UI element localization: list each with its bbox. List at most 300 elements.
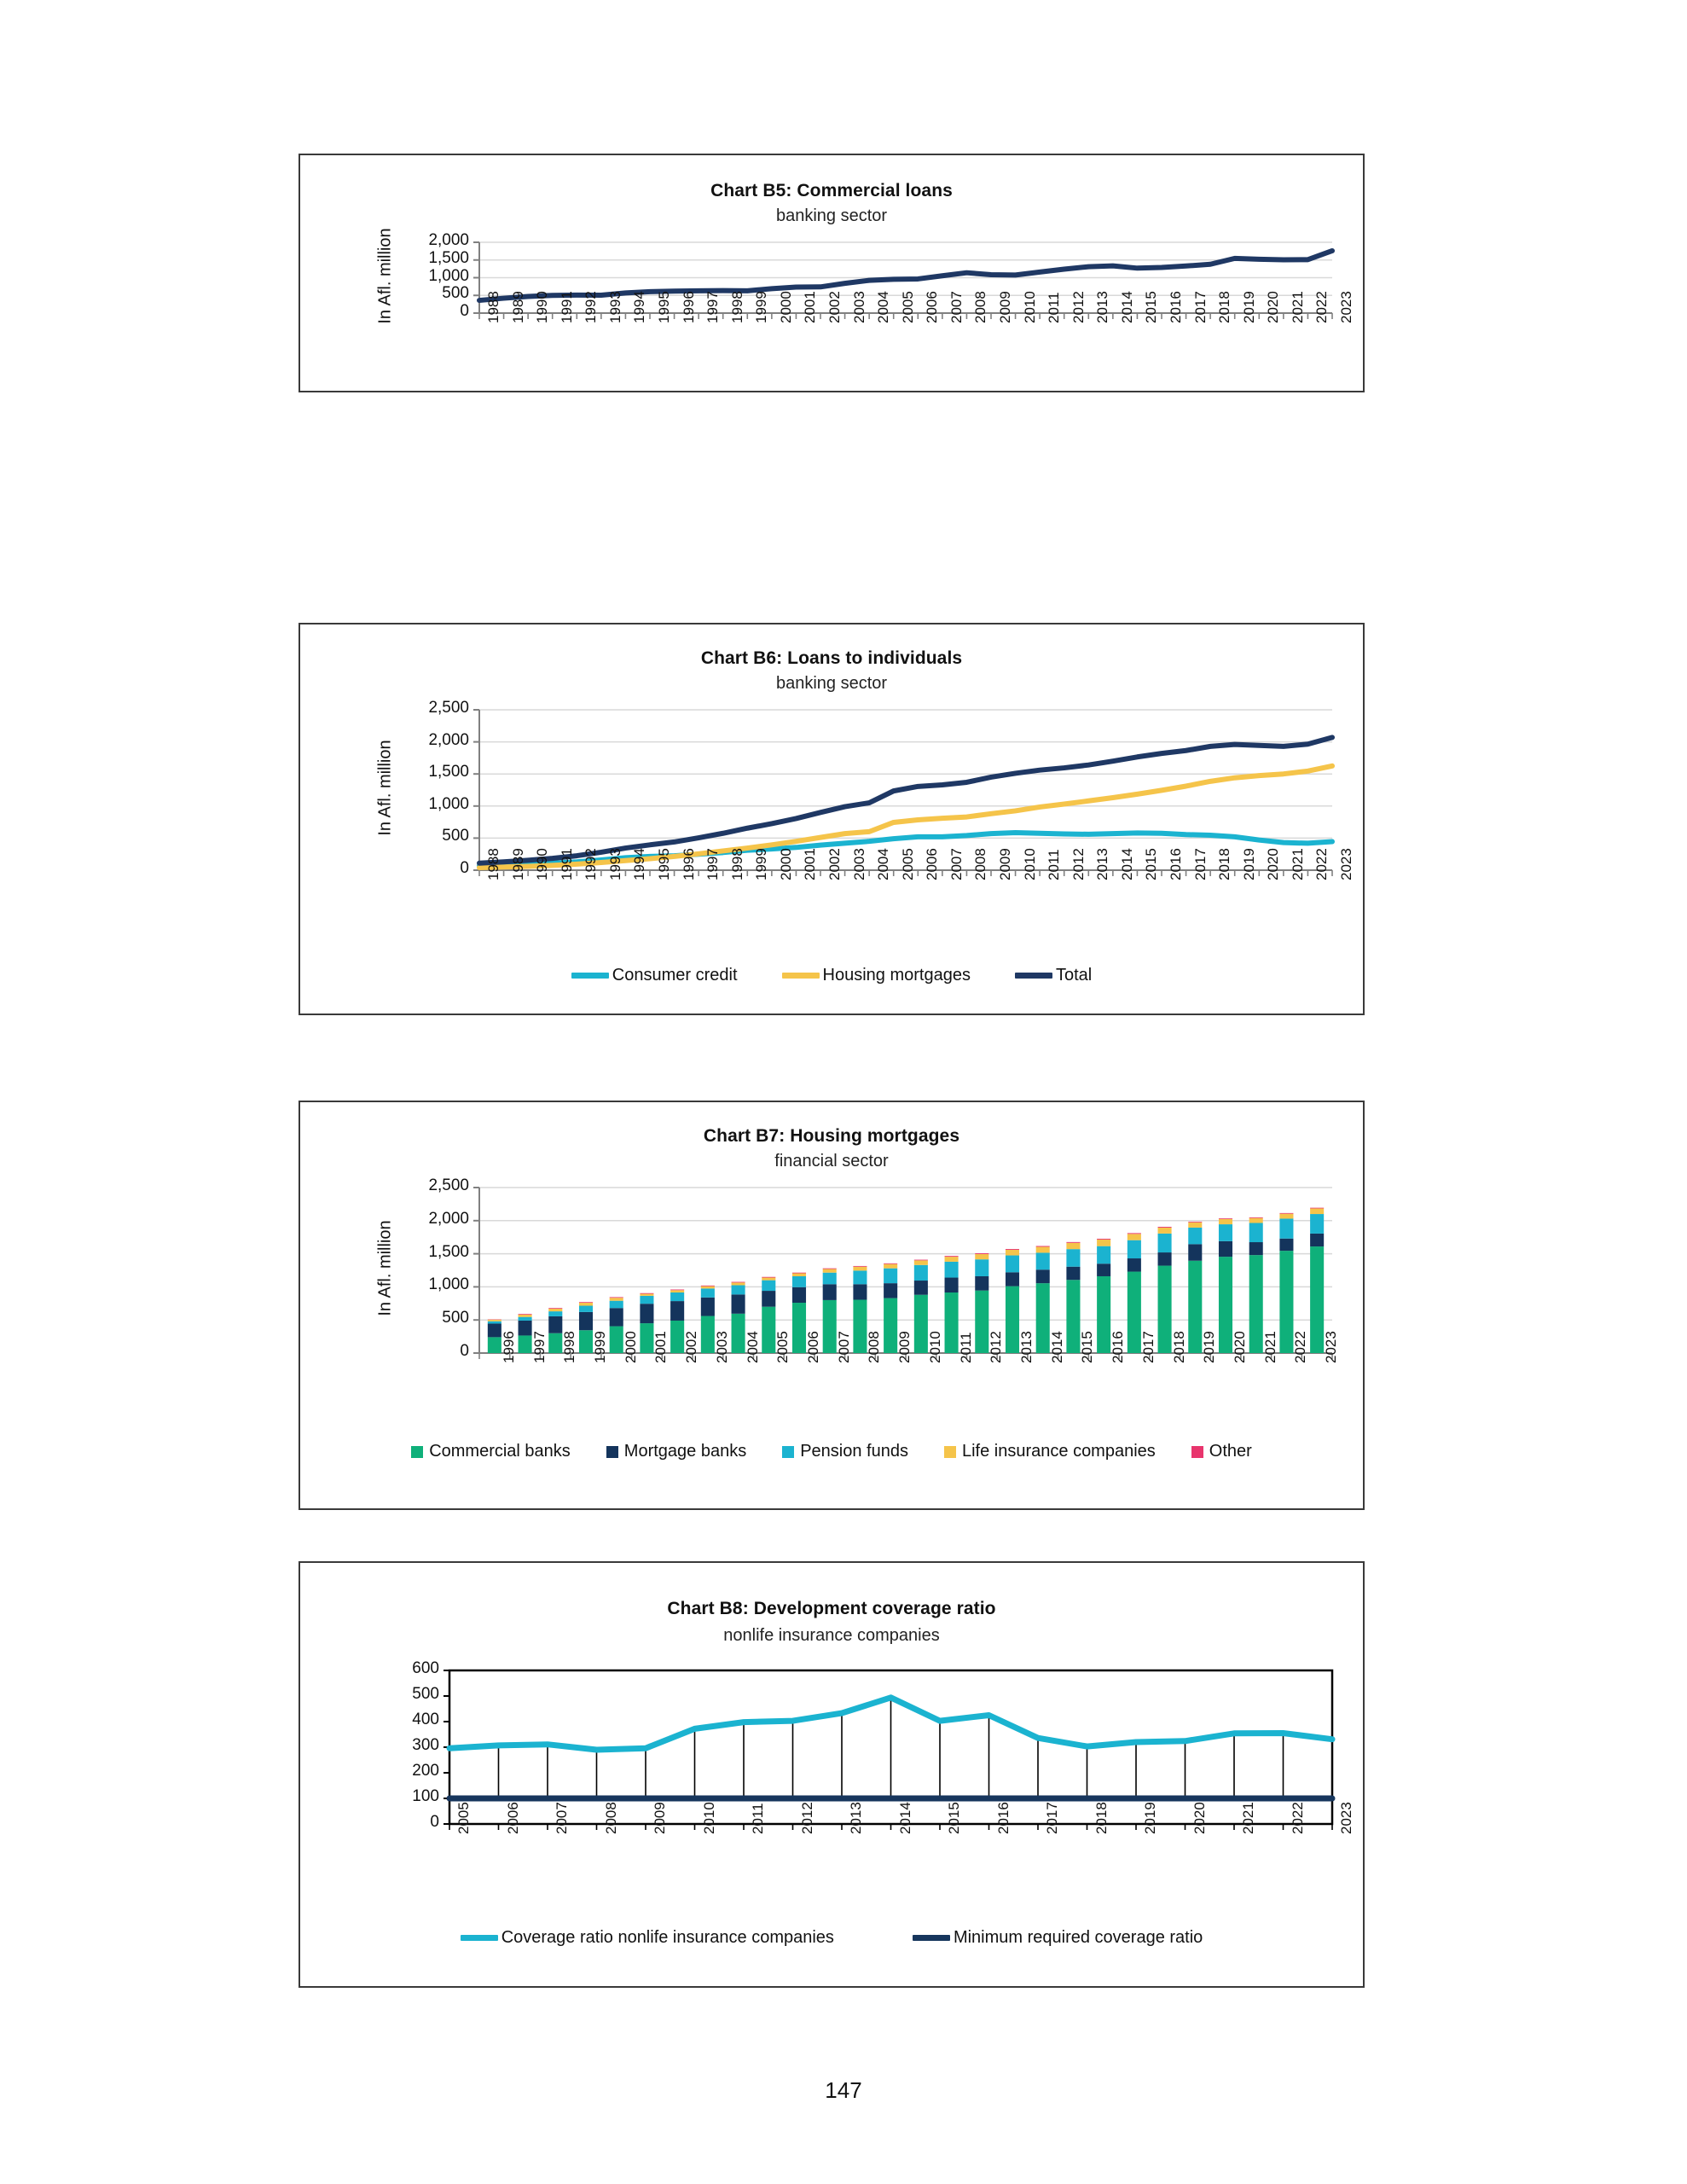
series-line [479,737,1332,863]
bar-segment [519,1315,532,1317]
legend-swatch-icon [944,1446,956,1458]
bar-segment [548,1316,562,1333]
x-axis-tick-label: 2023 [1323,1331,1340,1363]
x-axis-tick-label: 1997 [704,848,722,880]
bar-segment [1158,1227,1172,1228]
bar-segment [975,1259,988,1276]
bar-segment [1279,1218,1293,1238]
chart-b5-container [299,154,1365,392]
bar-segment [579,1330,593,1353]
bar-segment [762,1278,775,1281]
bar-segment [519,1314,532,1315]
bar-segment [488,1337,501,1353]
bar-segment [1310,1246,1324,1353]
bar-segment [519,1335,532,1353]
y-axis-tick-label: 1,000 [428,1275,469,1294]
bar-segment [732,1282,745,1283]
y-axis-tick-label: 1,000 [428,794,469,813]
x-axis-tick-label: 2010 [926,1331,943,1363]
x-axis-tick-label: 2019 [1240,848,1257,880]
x-axis-tick-label: 2022 [1289,1802,1306,1834]
bar-segment [1066,1267,1080,1281]
legend-item[interactable] [606,1442,746,1461]
x-axis-tick-label: 1996 [680,291,697,323]
bar-segment [701,1287,715,1289]
legend-item[interactable] [461,1928,834,1948]
bar-segment [640,1294,653,1296]
x-axis-tick-label: 2010 [700,1802,717,1834]
page-number: 147 [825,2077,862,2103]
legend-swatch-icon [913,1935,950,1941]
x-axis-tick-label: 2020 [1265,291,1282,323]
y-axis-title: In Afl. million [375,1220,395,1316]
bar-segment [579,1302,593,1303]
bar-segment [914,1260,928,1261]
x-axis-tick-label: 2016 [994,1802,1012,1834]
bar-segment [853,1270,867,1284]
bar-segment [1310,1208,1324,1214]
bar-segment [762,1291,775,1307]
bar-segment [792,1287,806,1303]
bar-segment [1219,1219,1232,1224]
x-axis-tick-label: 2022 [1313,291,1330,323]
bar-segment [1128,1258,1141,1272]
bar-segment [823,1269,837,1272]
bar-segment [610,1308,623,1326]
bar-segment [732,1294,745,1314]
chart-b7-container [299,1101,1365,1510]
bar-segment [1219,1218,1232,1219]
bar-segment [823,1273,837,1285]
x-axis-tick-label: 2006 [805,1331,821,1363]
y-axis-title: In Afl. million [375,227,395,324]
bar-segment [1310,1234,1324,1246]
bar-segment [610,1297,623,1298]
legend-swatch-icon [411,1446,423,1458]
x-axis-tick-label: 2021 [1261,1331,1278,1363]
y-axis-tick-label: 500 [442,284,469,303]
bar-segment [548,1311,562,1316]
y-axis-tick-label: 600 [412,1659,439,1677]
y-axis-tick-label: 2,500 [428,1176,469,1194]
x-axis-tick-label: 1988 [485,848,501,880]
bar-segment [1188,1244,1202,1260]
x-axis-tick-label: 2008 [972,848,989,880]
chart-b6-container [299,623,1365,1015]
bar-segment [488,1320,501,1321]
x-axis-tick-label: 2023 [1338,848,1354,880]
bar-segment [1128,1233,1141,1234]
legend-label: Commercial banks [429,1442,571,1461]
x-axis-tick-label: 2005 [899,291,916,323]
x-axis-tick-label: 2014 [1118,848,1135,880]
x-axis-tick-label: 1994 [631,848,648,880]
x-axis-tick-label: 2016 [1168,848,1184,880]
bar-segment [1279,1214,1293,1219]
y-axis-tick-label: 1,500 [428,248,469,267]
x-axis-tick-label: 2002 [826,848,843,880]
x-axis-tick-label: 2007 [948,291,965,323]
x-axis-tick-label: 1992 [583,848,600,880]
x-axis-tick-label: 1992 [583,291,600,323]
x-axis-tick-label: 2006 [504,1802,521,1834]
x-axis-tick-label: 2003 [713,1331,730,1363]
legend-label: Pension funds [800,1442,908,1461]
legend-item[interactable] [913,1928,1203,1948]
bar-segment [884,1283,897,1298]
bar-segment [1249,1255,1263,1353]
bar-segment [975,1253,988,1254]
bar-segment [548,1333,562,1353]
bar-segment [1097,1246,1110,1264]
x-axis-tick-label: 2007 [948,848,965,880]
chart-b6-subtitle: banking sector [775,674,888,693]
legend-item[interactable] [782,1442,908,1461]
x-axis-tick-label: 2017 [1191,848,1209,880]
chart-b5-title: Chart B5: Commercial loans [710,181,953,200]
y-axis-tick-label: 500 [412,1685,439,1703]
y-axis-tick-label: 200 [412,1762,439,1780]
legend-label: Other [1209,1442,1252,1461]
y-axis-tick-label: 0 [460,859,469,877]
x-axis-tick-label: 2007 [835,1331,852,1363]
x-axis-tick-label: 2008 [972,291,989,323]
bar-segment [610,1301,623,1309]
y-axis-tick-label: 400 [412,1711,439,1728]
x-axis-tick-label: 2012 [1070,848,1087,880]
y-axis-tick-label: 2,000 [428,1209,469,1228]
x-axis-tick-label: 2019 [1201,1331,1218,1363]
bar-segment [1006,1287,1019,1353]
bar-segment [792,1273,806,1274]
x-axis-tick-label: 1989 [509,848,526,880]
y-axis-tick-label: 0 [460,1342,469,1360]
plot-b8-svg [300,1658,1366,1906]
legend-swatch-icon [606,1446,618,1458]
bar-segment [1036,1252,1050,1269]
x-axis-tick-label: 2020 [1265,848,1282,880]
x-axis-tick-label: 1990 [534,848,551,880]
x-axis-tick-label: 2002 [683,1331,700,1363]
x-axis-tick-label: 2015 [1143,291,1160,323]
y-axis-tick-label: 1,500 [428,1242,469,1261]
x-axis-tick-label: 2012 [1070,291,1087,323]
bar-segment [1249,1217,1263,1218]
bar-segment [975,1276,988,1291]
bar-segment [488,1323,501,1337]
bar-segment [945,1278,959,1292]
x-axis-tick-label: 2021 [1289,291,1306,323]
x-axis-tick-label: 2012 [798,1802,815,1834]
y-axis-tick-label: 500 [442,827,469,845]
bar-segment [914,1260,928,1264]
legend-item[interactable] [571,966,738,985]
x-axis-tick-label: 2008 [866,1331,883,1363]
x-axis-tick-label: 1991 [558,291,575,323]
bar-segment [732,1285,745,1294]
bar-segment [762,1281,775,1291]
y-axis-tick-label: 0 [460,302,469,320]
bar-segment [853,1284,867,1299]
bar-segment [1036,1246,1050,1252]
bar-segment [1036,1246,1050,1247]
x-axis-tick-label: 2000 [622,1331,639,1363]
x-axis-tick-label: 2004 [744,1331,761,1363]
x-axis-tick-label: 2006 [924,848,941,880]
x-axis-tick-label: 2006 [924,291,941,323]
bar-segment [701,1288,715,1297]
x-axis-tick-label: 1995 [656,848,672,880]
bar-segment [945,1256,959,1257]
x-axis-tick-label: 2011 [1046,849,1063,880]
chart-b8-container [299,1561,1365,1988]
legend-swatch-icon [571,973,609,979]
bar-segment [1310,1208,1324,1209]
legend-label: Total [1055,966,1093,985]
bar-segment [1036,1269,1050,1283]
bar-segment [1006,1250,1019,1256]
x-axis-tick-label: 1988 [485,291,501,323]
bar-segment [1219,1224,1232,1241]
legend-label: Housing mortgages [822,966,971,985]
bar-segment [1249,1223,1263,1243]
x-axis-tick-label: 2012 [988,1331,1005,1363]
x-axis-tick-label: 2005 [774,1331,791,1363]
x-axis-tick-label: 2019 [1240,291,1257,323]
x-axis-tick-label: 2011 [1046,292,1063,323]
x-axis-tick-label: 2011 [957,1332,974,1363]
bar-segment [884,1269,897,1283]
legend-swatch-icon [782,973,820,979]
y-axis-tick-label: 0 [430,1813,439,1831]
bar-segment [610,1327,623,1353]
bar-segment [1128,1240,1141,1258]
bar-segment [792,1273,806,1275]
x-axis-tick-label: 2013 [1094,291,1111,323]
x-axis-tick-label: 2009 [652,1802,668,1834]
y-axis-tick-label: 2,000 [428,231,469,249]
x-axis-tick-label: 2017 [1191,291,1209,323]
chart-b6-legend [300,966,1363,985]
chart-b8-legend [300,1928,1363,1948]
x-axis-tick-label: 2000 [777,291,794,323]
x-axis-tick-label: 2018 [1216,848,1233,880]
y-axis-tick-label: 1,000 [428,266,469,285]
x-axis-tick-label: 1997 [704,291,722,323]
bar-segment [792,1276,806,1287]
x-axis-tick-label: 2000 [777,848,794,880]
x-axis-tick-label: 1989 [509,291,526,323]
chart-b7-plot [300,1176,1366,1432]
x-axis-tick-label: 2013 [1018,1331,1035,1363]
x-axis-tick-label: 1993 [606,848,623,880]
x-axis-tick-label: 2016 [1110,1331,1127,1363]
bar-segment [1097,1240,1110,1246]
bar-segment [519,1317,532,1321]
y-axis-tick-label: 2,000 [428,730,469,749]
y-axis-tick-label: 100 [412,1787,439,1805]
bar-segment [1219,1241,1232,1257]
x-axis-tick-label: 2009 [997,291,1013,323]
x-axis-tick-label: 1998 [728,848,745,880]
x-axis-tick-label: 2016 [1168,291,1184,323]
bar-segment [762,1307,775,1353]
x-axis-tick-label: 1995 [656,291,672,323]
bar-segment [640,1304,653,1323]
legend-label: Mortgage banks [623,1442,747,1461]
bar-segment [640,1293,653,1294]
x-axis-tick-label: 2005 [455,1802,472,1834]
x-axis-tick-label: 1990 [534,291,551,323]
bar-segment [701,1316,715,1353]
bar-segment [823,1284,837,1300]
x-axis-tick-label: 1996 [680,848,697,880]
chart-b7-legend [300,1442,1363,1461]
x-axis-tick-label: 1999 [592,1331,608,1363]
bar-segment [884,1264,897,1269]
x-axis-tick-label: 2018 [1216,291,1233,323]
x-axis-tick-label: 2018 [1093,1802,1110,1834]
legend-item[interactable] [411,1442,571,1461]
bar-segment [1036,1283,1050,1353]
bar-segment [1249,1242,1263,1255]
bar-segment [914,1281,928,1295]
chart-b5-subtitle: banking sector [775,206,888,225]
bar-segment [579,1303,593,1305]
legend-label: Life insurance companies [961,1442,1156,1461]
x-axis-tick-label: 2013 [1094,848,1111,880]
chart-b7-subtitle: financial sector [774,1152,889,1170]
x-axis-tick-label: 2015 [1143,848,1160,880]
bar-segment [975,1291,988,1353]
x-axis-tick-label: 2005 [899,848,916,880]
bar-segment [884,1298,897,1353]
x-axis-tick-label: 1993 [606,291,623,323]
x-axis-tick-label: 2022 [1313,848,1330,880]
legend-label: Minimum required coverage ratio [953,1928,1203,1947]
bar-segment [1279,1213,1293,1214]
x-axis-tick-label: 2010 [1021,291,1038,323]
bar-segment [1310,1214,1324,1234]
bar-segment [1158,1234,1172,1252]
bar-segment [640,1296,653,1304]
bar-segment [1249,1218,1263,1223]
legend-swatch-icon [461,1935,498,1941]
y-axis-tick-label: 1,500 [428,763,469,781]
legend-item[interactable] [1191,1442,1252,1461]
bar-segment [1188,1228,1202,1244]
bar-segment [519,1321,532,1335]
x-axis-tick-label: 2015 [946,1802,962,1834]
chart-b6-title: Chart B6: Loans to individuals [700,648,963,668]
bar-segment [914,1295,928,1353]
chart-b8-plot [300,1658,1366,1906]
bar-segment [1128,1272,1141,1353]
bar-segment [1097,1239,1110,1240]
y-axis-tick-label: 500 [442,1309,469,1327]
bar-segment [1188,1223,1202,1228]
x-axis-tick-label: 2004 [875,848,892,880]
y-axis-tick-label: 2,500 [428,699,469,717]
legend-swatch-icon [1015,973,1052,979]
x-axis-tick-label: 2004 [875,291,892,323]
x-axis-tick-label: 2008 [602,1802,619,1834]
bar-segment [1128,1234,1141,1240]
x-axis-tick-label: 2009 [896,1331,913,1363]
legend-label: Consumer credit [612,966,738,985]
bar-segment [762,1277,775,1278]
x-axis-tick-label: 2020 [1191,1802,1208,1834]
x-axis-tick-label: 2014 [1118,291,1135,323]
bar-segment [1188,1222,1202,1223]
bar-segment [1097,1263,1110,1276]
bar-segment [1219,1257,1232,1353]
x-axis-tick-label: 2020 [1232,1331,1248,1363]
bar-segment [579,1312,593,1330]
x-axis-tick-label: 2019 [1142,1802,1158,1834]
x-axis-tick-label: 2014 [896,1802,913,1834]
chart-b7-title: Chart B7: Housing mortgages [703,1126,960,1146]
x-axis-tick-label: 2010 [1021,848,1038,880]
x-axis-tick-label: 2021 [1289,848,1306,880]
x-axis-tick-label: 1999 [753,848,770,880]
bar-segment [1066,1249,1080,1267]
bar-segment [670,1292,684,1301]
bar-segment [1158,1228,1172,1234]
x-axis-tick-label: 1997 [530,1331,548,1363]
bar-segment [853,1266,867,1267]
bar-segment [914,1265,928,1281]
y-axis-tick-label: 300 [412,1736,439,1754]
x-axis-tick-label: 2014 [1048,1331,1065,1363]
bar-segment [701,1298,715,1316]
bar-segment [610,1298,623,1300]
bar-segment [975,1254,988,1259]
x-axis-tick-label: 2009 [997,848,1013,880]
chart-b6-plot [300,698,1366,945]
legend-item[interactable] [1015,966,1092,985]
bar-segment [1006,1249,1019,1250]
bar-segment [1188,1261,1202,1353]
x-axis-tick-label: 1999 [753,291,770,323]
bar-segment [884,1263,897,1264]
bar-segment [548,1309,562,1311]
bar-segment [823,1300,837,1353]
bar-segment [670,1301,684,1321]
x-axis-tick-label: 2007 [554,1802,570,1834]
x-axis-tick-label: 2002 [826,291,843,323]
bar-segment [701,1286,715,1287]
x-axis-tick-label: 2003 [850,291,867,323]
bar-segment [1097,1276,1110,1353]
x-axis-tick-label: 2018 [1170,1331,1187,1363]
y-axis-title: In Afl. million [375,740,395,836]
x-axis-tick-label: 1998 [561,1331,578,1363]
bar-segment [1006,1272,1019,1286]
bar-segment [945,1257,959,1262]
x-axis-tick-label: 2001 [802,848,819,880]
bar-segment [1158,1266,1172,1353]
bar-segment [548,1308,562,1309]
x-axis-tick-label: 2003 [850,848,867,880]
bar-segment [670,1321,684,1353]
bar-segment [945,1292,959,1353]
legend-item[interactable] [782,966,971,985]
bar-segment [1066,1242,1080,1243]
legend-swatch-icon [782,1446,794,1458]
x-axis-tick-label: 2001 [802,291,819,323]
legend-item[interactable] [944,1442,1156,1461]
